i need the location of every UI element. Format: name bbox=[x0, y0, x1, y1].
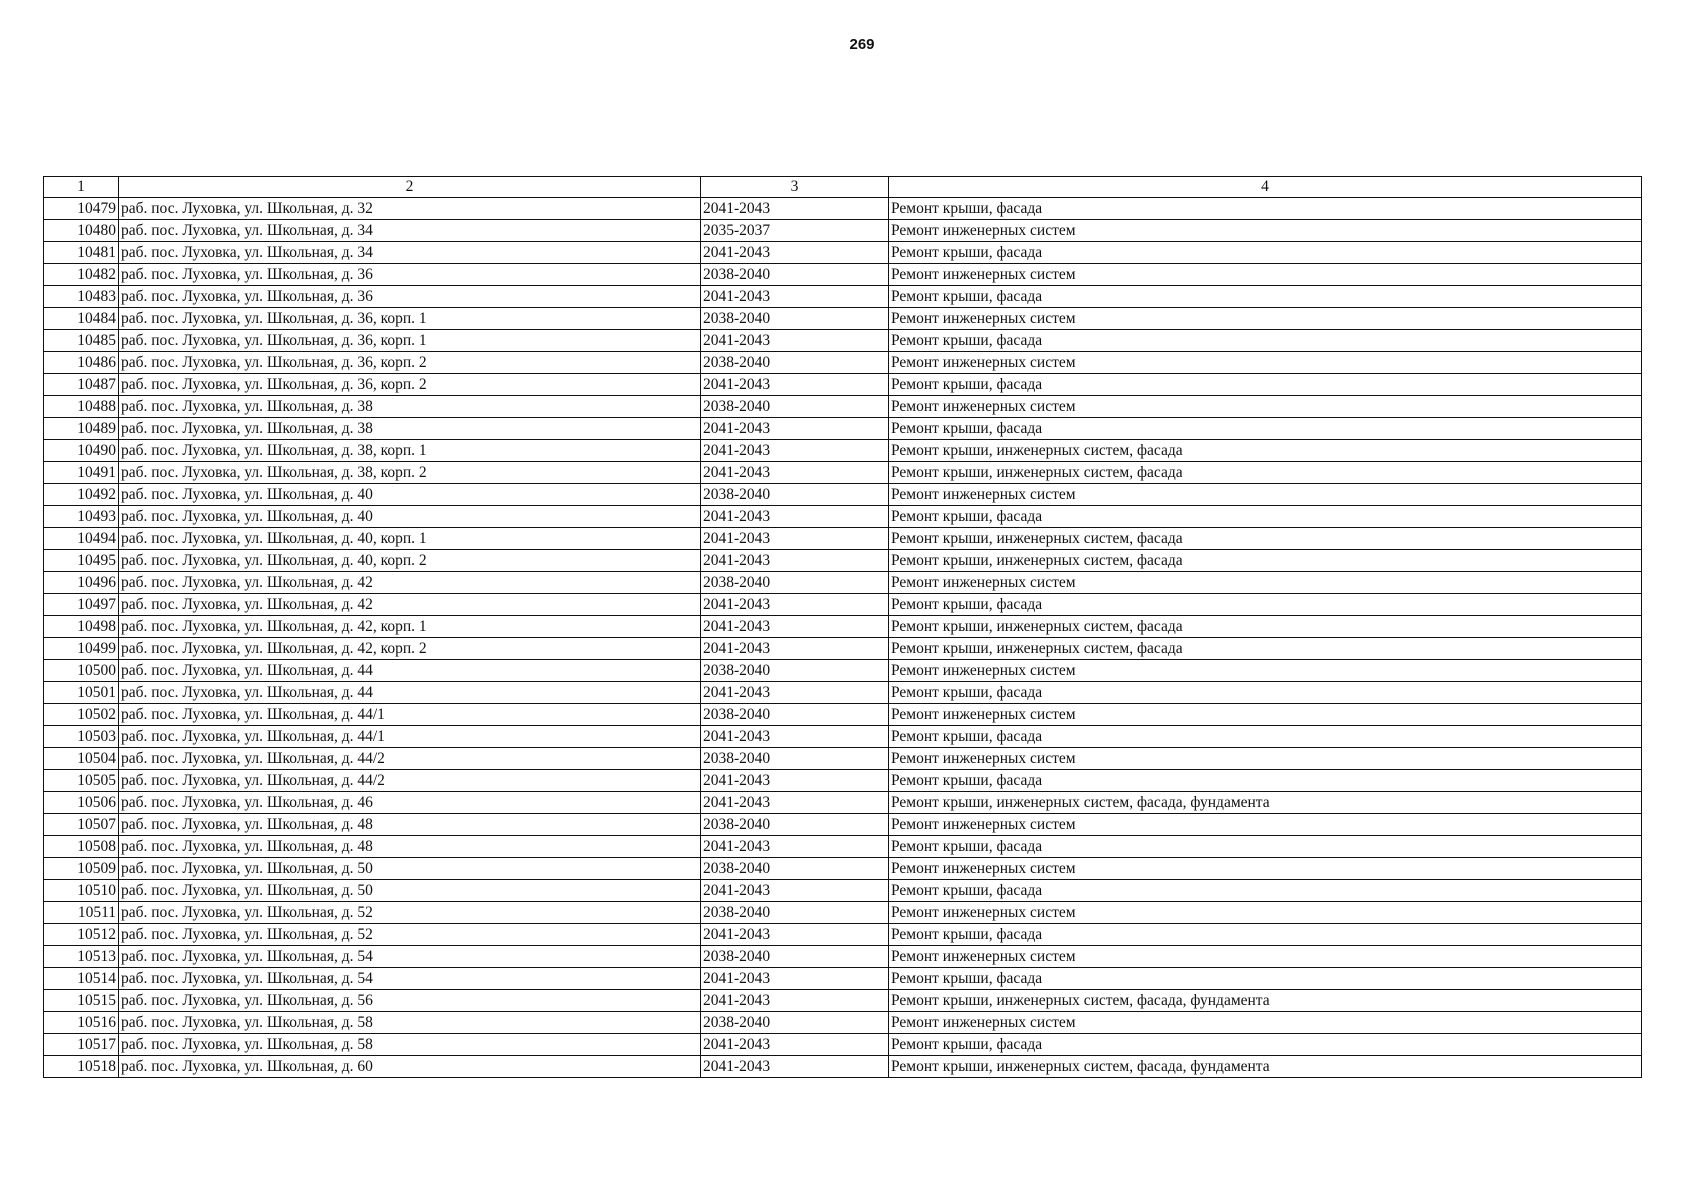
cell-address: раб. пос. Луховка, ул. Школьная, д. 52 bbox=[119, 924, 701, 946]
cell-row-number: 10508 bbox=[44, 836, 119, 858]
cell-address: раб. пос. Луховка, ул. Школьная, д. 56 bbox=[119, 990, 701, 1012]
cell-work-type: Ремонт крыши, фасада bbox=[889, 726, 1642, 748]
cell-row-number: 10518 bbox=[44, 1056, 119, 1078]
cell-address: раб. пос. Луховка, ул. Школьная, д. 38, корп. 1 bbox=[119, 440, 701, 462]
cell-work-type: Ремонт крыши, фасада bbox=[889, 924, 1642, 946]
cell-address: раб. пос. Луховка, ул. Школьная, д. 44/2 bbox=[119, 770, 701, 792]
cell-row-number: 10494 bbox=[44, 528, 119, 550]
table-row bbox=[44, 462, 1642, 484]
cell-period: 2038-2040 bbox=[701, 748, 889, 770]
cell-period: 2038-2040 bbox=[701, 704, 889, 726]
cell-address: раб. пос. Луховка, ул. Школьная, д. 38, корп. 2 bbox=[119, 462, 701, 484]
table-row bbox=[44, 836, 1642, 858]
table-row bbox=[44, 594, 1642, 616]
cell-work-type: Ремонт крыши, фасада bbox=[889, 968, 1642, 990]
cell-address: раб. пос. Луховка, ул. Школьная, д. 44/1 bbox=[119, 704, 701, 726]
cell-address: раб. пос. Луховка, ул. Школьная, д. 34 bbox=[119, 242, 701, 264]
column-header-3: 3 bbox=[701, 177, 889, 198]
cell-row-number: 10498 bbox=[44, 616, 119, 638]
cell-row-number: 10492 bbox=[44, 484, 119, 506]
cell-work-type: Ремонт крыши, фасада bbox=[889, 330, 1642, 352]
cell-period: 2041-2043 bbox=[701, 462, 889, 484]
cell-work-type: Ремонт инженерных систем bbox=[889, 396, 1642, 418]
column-header-4: 4 bbox=[889, 177, 1642, 198]
cell-work-type: Ремонт крыши, инженерных систем, фасада bbox=[889, 638, 1642, 660]
cell-period: 2041-2043 bbox=[701, 242, 889, 264]
cell-work-type: Ремонт крыши, фасада bbox=[889, 506, 1642, 528]
table-row bbox=[44, 748, 1642, 770]
cell-period: 2041-2043 bbox=[701, 330, 889, 352]
table-row bbox=[44, 638, 1642, 660]
cell-work-type: Ремонт крыши, фасада bbox=[889, 770, 1642, 792]
cell-work-type: Ремонт крыши, фасада bbox=[889, 418, 1642, 440]
cell-period: 2041-2043 bbox=[701, 968, 889, 990]
cell-period: 2041-2043 bbox=[701, 924, 889, 946]
cell-period: 2041-2043 bbox=[701, 616, 889, 638]
cell-work-type: Ремонт крыши, фасада bbox=[889, 242, 1642, 264]
cell-work-type: Ремонт крыши, инженерных систем, фасада bbox=[889, 528, 1642, 550]
table-row bbox=[44, 946, 1642, 968]
cell-address: раб. пос. Луховка, ул. Школьная, д. 32 bbox=[119, 198, 701, 220]
cell-work-type: Ремонт инженерных систем bbox=[889, 220, 1642, 242]
table-row bbox=[44, 198, 1642, 220]
cell-period: 2041-2043 bbox=[701, 440, 889, 462]
table-row bbox=[44, 1056, 1642, 1078]
cell-address: раб. пос. Луховка, ул. Школьная, д. 44/1 bbox=[119, 726, 701, 748]
cell-row-number: 10501 bbox=[44, 682, 119, 704]
cell-period: 2041-2043 bbox=[701, 990, 889, 1012]
table-row bbox=[44, 440, 1642, 462]
cell-row-number: 10479 bbox=[44, 198, 119, 220]
table-row bbox=[44, 550, 1642, 572]
cell-row-number: 10489 bbox=[44, 418, 119, 440]
cell-row-number: 10514 bbox=[44, 968, 119, 990]
cell-work-type: Ремонт крыши, инженерных систем, фасада bbox=[889, 462, 1642, 484]
table-row bbox=[44, 374, 1642, 396]
cell-work-type: Ремонт крыши, инженерных систем, фасада bbox=[889, 550, 1642, 572]
cell-row-number: 10506 bbox=[44, 792, 119, 814]
cell-work-type: Ремонт крыши, инженерных систем, фасада bbox=[889, 616, 1642, 638]
cell-period: 2038-2040 bbox=[701, 902, 889, 924]
cell-row-number: 10488 bbox=[44, 396, 119, 418]
cell-work-type: Ремонт крыши, фасада bbox=[889, 880, 1642, 902]
table-row bbox=[44, 726, 1642, 748]
cell-row-number: 10496 bbox=[44, 572, 119, 594]
cell-period: 2041-2043 bbox=[701, 418, 889, 440]
table-row bbox=[44, 858, 1642, 880]
table-row bbox=[44, 902, 1642, 924]
table-row bbox=[44, 330, 1642, 352]
cell-work-type: Ремонт инженерных систем bbox=[889, 814, 1642, 836]
cell-work-type: Ремонт крыши, фасада bbox=[889, 682, 1642, 704]
cell-address: раб. пос. Луховка, ул. Школьная, д. 38 bbox=[119, 396, 701, 418]
cell-address: раб. пос. Луховка, ул. Школьная, д. 40 bbox=[119, 484, 701, 506]
cell-address: раб. пос. Луховка, ул. Школьная, д. 42 bbox=[119, 594, 701, 616]
cell-address: раб. пос. Луховка, ул. Школьная, д. 50 bbox=[119, 880, 701, 902]
cell-row-number: 10511 bbox=[44, 902, 119, 924]
cell-row-number: 10504 bbox=[44, 748, 119, 770]
table-row bbox=[44, 990, 1642, 1012]
table-row bbox=[44, 308, 1642, 330]
cell-period: 2041-2043 bbox=[701, 1056, 889, 1078]
cell-period: 2041-2043 bbox=[701, 506, 889, 528]
table-row bbox=[44, 682, 1642, 704]
cell-row-number: 10486 bbox=[44, 352, 119, 374]
cell-work-type: Ремонт инженерных систем bbox=[889, 264, 1642, 286]
cell-row-number: 10516 bbox=[44, 1012, 119, 1034]
cell-work-type: Ремонт инженерных систем bbox=[889, 660, 1642, 682]
cell-row-number: 10487 bbox=[44, 374, 119, 396]
cell-address: раб. пос. Луховка, ул. Школьная, д. 36, корп. 2 bbox=[119, 352, 701, 374]
cell-work-type: Ремонт инженерных систем bbox=[889, 572, 1642, 594]
table-row bbox=[44, 792, 1642, 814]
cell-period: 2038-2040 bbox=[701, 1012, 889, 1034]
cell-period: 2038-2040 bbox=[701, 660, 889, 682]
header-row bbox=[44, 177, 1642, 198]
cell-address: раб. пос. Луховка, ул. Школьная, д. 42, корп. 1 bbox=[119, 616, 701, 638]
cell-address: раб. пос. Луховка, ул. Школьная, д. 36, корп. 1 bbox=[119, 308, 701, 330]
table-row bbox=[44, 770, 1642, 792]
cell-address: раб. пос. Луховка, ул. Школьная, д. 36, корп. 1 bbox=[119, 330, 701, 352]
cell-period: 2035-2037 bbox=[701, 220, 889, 242]
cell-row-number: 10515 bbox=[44, 990, 119, 1012]
table-row bbox=[44, 616, 1642, 638]
table-row bbox=[44, 814, 1642, 836]
cell-work-type: Ремонт инженерных систем bbox=[889, 946, 1642, 968]
cell-address: раб. пос. Луховка, ул. Школьная, д. 54 bbox=[119, 968, 701, 990]
cell-row-number: 10495 bbox=[44, 550, 119, 572]
cell-period: 2038-2040 bbox=[701, 946, 889, 968]
cell-row-number: 10513 bbox=[44, 946, 119, 968]
table-row bbox=[44, 506, 1642, 528]
cell-row-number: 10484 bbox=[44, 308, 119, 330]
cell-work-type: Ремонт крыши, инженерных систем, фасада, фундамента bbox=[889, 1056, 1642, 1078]
cell-period: 2041-2043 bbox=[701, 770, 889, 792]
cell-address: раб. пос. Луховка, ул. Школьная, д. 52 bbox=[119, 902, 701, 924]
cell-period: 2041-2043 bbox=[701, 286, 889, 308]
cell-row-number: 10502 bbox=[44, 704, 119, 726]
cell-address: раб. пос. Луховка, ул. Школьная, д. 48 bbox=[119, 836, 701, 858]
cell-address: раб. пос. Луховка, ул. Школьная, д. 38 bbox=[119, 418, 701, 440]
cell-address: раб. пос. Луховка, ул. Школьная, д. 54 bbox=[119, 946, 701, 968]
cell-row-number: 10509 bbox=[44, 858, 119, 880]
cell-work-type: Ремонт инженерных систем bbox=[889, 704, 1642, 726]
repair-schedule-table bbox=[43, 176, 1642, 1078]
table-body bbox=[44, 198, 1642, 1078]
cell-work-type: Ремонт инженерных систем bbox=[889, 484, 1642, 506]
cell-work-type: Ремонт крыши, инженерных систем, фасада, фундамента bbox=[889, 990, 1642, 1012]
cell-work-type: Ремонт крыши, фасада bbox=[889, 594, 1642, 616]
cell-period: 2038-2040 bbox=[701, 308, 889, 330]
table-row bbox=[44, 1012, 1642, 1034]
cell-row-number: 10480 bbox=[44, 220, 119, 242]
table-row bbox=[44, 396, 1642, 418]
cell-address: раб. пос. Луховка, ул. Школьная, д. 36 bbox=[119, 286, 701, 308]
cell-period: 2041-2043 bbox=[701, 1034, 889, 1056]
column-header-2: 2 bbox=[119, 177, 701, 198]
table-row bbox=[44, 704, 1642, 726]
cell-work-type: Ремонт крыши, инженерных систем, фасада, фундамента bbox=[889, 792, 1642, 814]
cell-period: 2041-2043 bbox=[701, 594, 889, 616]
table-row bbox=[44, 220, 1642, 242]
cell-address: раб. пос. Луховка, ул. Школьная, д. 40, корп. 1 bbox=[119, 528, 701, 550]
cell-address: раб. пос. Луховка, ул. Школьная, д. 42, корп. 2 bbox=[119, 638, 701, 660]
table-row bbox=[44, 968, 1642, 990]
cell-address: раб. пос. Луховка, ул. Школьная, д. 44 bbox=[119, 660, 701, 682]
cell-work-type: Ремонт крыши, фасада bbox=[889, 286, 1642, 308]
cell-work-type: Ремонт крыши, фасада bbox=[889, 374, 1642, 396]
cell-address: раб. пос. Луховка, ул. Школьная, д. 46 bbox=[119, 792, 701, 814]
cell-row-number: 10491 bbox=[44, 462, 119, 484]
cell-address: раб. пос. Луховка, ул. Школьная, д. 50 bbox=[119, 858, 701, 880]
cell-address: раб. пос. Луховка, ул. Школьная, д. 58 bbox=[119, 1034, 701, 1056]
cell-period: 2038-2040 bbox=[701, 264, 889, 286]
cell-row-number: 10493 bbox=[44, 506, 119, 528]
cell-address: раб. пос. Луховка, ул. Школьная, д. 60 bbox=[119, 1056, 701, 1078]
cell-address: раб. пос. Луховка, ул. Школьная, д. 44/2 bbox=[119, 748, 701, 770]
table-row bbox=[44, 1034, 1642, 1056]
cell-period: 2041-2043 bbox=[701, 550, 889, 572]
cell-row-number: 10497 bbox=[44, 594, 119, 616]
table-row bbox=[44, 484, 1642, 506]
cell-address: раб. пос. Луховка, ул. Школьная, д. 40, корп. 2 bbox=[119, 550, 701, 572]
cell-address: раб. пос. Луховка, ул. Школьная, д. 58 bbox=[119, 1012, 701, 1034]
cell-row-number: 10490 bbox=[44, 440, 119, 462]
cell-work-type: Ремонт инженерных систем bbox=[889, 352, 1642, 374]
cell-work-type: Ремонт крыши, фасада bbox=[889, 198, 1642, 220]
cell-address: раб. пос. Луховка, ул. Школьная, д. 48 bbox=[119, 814, 701, 836]
cell-period: 2041-2043 bbox=[701, 836, 889, 858]
column-header-1: 1 bbox=[44, 177, 119, 198]
cell-address: раб. пос. Луховка, ул. Школьная, д. 36 bbox=[119, 264, 701, 286]
cell-row-number: 10512 bbox=[44, 924, 119, 946]
cell-address: раб. пос. Луховка, ул. Школьная, д. 42 bbox=[119, 572, 701, 594]
cell-period: 2041-2043 bbox=[701, 880, 889, 902]
table-row bbox=[44, 352, 1642, 374]
cell-period: 2041-2043 bbox=[701, 528, 889, 550]
table-row bbox=[44, 264, 1642, 286]
cell-period: 2041-2043 bbox=[701, 198, 889, 220]
table-row bbox=[44, 242, 1642, 264]
cell-period: 2038-2040 bbox=[701, 572, 889, 594]
cell-address: раб. пос. Луховка, ул. Школьная, д. 44 bbox=[119, 682, 701, 704]
cell-work-type: Ремонт крыши, инженерных систем, фасада bbox=[889, 440, 1642, 462]
cell-row-number: 10482 bbox=[44, 264, 119, 286]
table-row bbox=[44, 528, 1642, 550]
table-row bbox=[44, 924, 1642, 946]
table-row bbox=[44, 286, 1642, 308]
cell-address: раб. пос. Луховка, ул. Школьная, д. 34 bbox=[119, 220, 701, 242]
cell-row-number: 10483 bbox=[44, 286, 119, 308]
cell-row-number: 10500 bbox=[44, 660, 119, 682]
cell-row-number: 10499 bbox=[44, 638, 119, 660]
cell-row-number: 10507 bbox=[44, 814, 119, 836]
cell-row-number: 10503 bbox=[44, 726, 119, 748]
cell-work-type: Ремонт инженерных систем bbox=[889, 902, 1642, 924]
cell-row-number: 10517 bbox=[44, 1034, 119, 1056]
cell-period: 2041-2043 bbox=[701, 682, 889, 704]
cell-period: 2041-2043 bbox=[701, 792, 889, 814]
cell-work-type: Ремонт крыши, фасада bbox=[889, 836, 1642, 858]
cell-work-type: Ремонт инженерных систем bbox=[889, 858, 1642, 880]
cell-period: 2038-2040 bbox=[701, 858, 889, 880]
table-row bbox=[44, 572, 1642, 594]
cell-period: 2038-2040 bbox=[701, 484, 889, 506]
cell-row-number: 10510 bbox=[44, 880, 119, 902]
page-number: 269 bbox=[849, 36, 875, 53]
cell-period: 2038-2040 bbox=[701, 814, 889, 836]
cell-work-type: Ремонт крыши, фасада bbox=[889, 1034, 1642, 1056]
cell-period: 2041-2043 bbox=[701, 638, 889, 660]
table-row bbox=[44, 880, 1642, 902]
cell-work-type: Ремонт инженерных систем bbox=[889, 308, 1642, 330]
cell-address: раб. пос. Луховка, ул. Школьная, д. 40 bbox=[119, 506, 701, 528]
table-header bbox=[44, 177, 1642, 198]
cell-period: 2041-2043 bbox=[701, 726, 889, 748]
cell-row-number: 10481 bbox=[44, 242, 119, 264]
cell-address: раб. пос. Луховка, ул. Школьная, д. 36, корп. 2 bbox=[119, 374, 701, 396]
cell-row-number: 10485 bbox=[44, 330, 119, 352]
cell-period: 2041-2043 bbox=[701, 374, 889, 396]
cell-work-type: Ремонт инженерных систем bbox=[889, 1012, 1642, 1034]
cell-period: 2038-2040 bbox=[701, 352, 889, 374]
cell-period: 2038-2040 bbox=[701, 396, 889, 418]
table-row bbox=[44, 660, 1642, 682]
cell-work-type: Ремонт инженерных систем bbox=[889, 748, 1642, 770]
cell-row-number: 10505 bbox=[44, 770, 119, 792]
table-row bbox=[44, 418, 1642, 440]
